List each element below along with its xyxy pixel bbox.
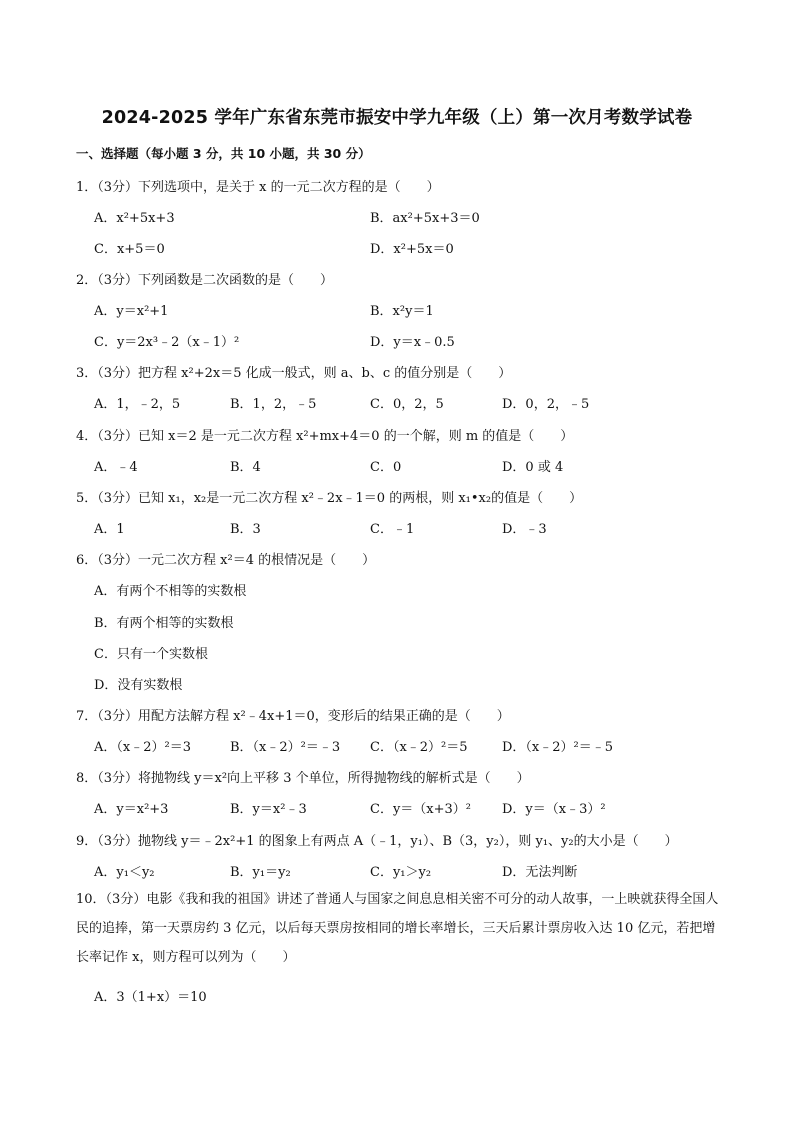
question-5: 5．（3分）已知 x₁，x₂是一元二次方程 x²﹣2x﹣1＝0 的两根，则 x₁•x₂的值是（ ） xyxy=(76,491,583,506)
option-6a: A．有两个不相等的实数根 xyxy=(94,584,247,599)
option-3a: A．1，﹣2，5 xyxy=(94,397,181,412)
option-6c: C．只有一个实数根 xyxy=(94,647,208,662)
option-5c: C．﹣1 xyxy=(370,522,415,537)
option-3c: C．0，2，5 xyxy=(370,397,444,412)
option-9d: D．无法判断 xyxy=(502,865,578,880)
question-3: 3．（3分）把方程 x²+2x＝5 化成一般式，则 a、b、c 的值分别是（ ） xyxy=(76,366,512,381)
option-8a: A．y＝x²+3 xyxy=(94,802,169,817)
option-7a: A．（x﹣2）²＝3 xyxy=(94,740,191,755)
option-1a: A．x²+5x+3 xyxy=(94,211,175,226)
option-8d: D．y＝（x﹣3）² xyxy=(502,802,606,817)
option-5b: B．3 xyxy=(230,522,261,537)
option-5d: D．﹣3 xyxy=(502,522,547,537)
option-2a: A．y＝x²+1 xyxy=(94,304,169,319)
section-heading: 一、选择题（每小题 3 分，共 10 小题，共 30 分） xyxy=(76,146,371,161)
question-4: 4．（3分）已知 x＝2 是一元二次方程 x²+mx+4＝0 的一个解，则 m 的值是（ ） xyxy=(76,429,574,444)
option-4b: B．4 xyxy=(230,460,261,475)
question-8: 8．（3分）将抛物线 y＝x²向上平移 3 个单位，所得抛物线的解析式是（ ） xyxy=(76,771,530,786)
option-4d: D．0 或 4 xyxy=(502,460,564,475)
option-9b: B．y₁＝y₂ xyxy=(230,865,291,880)
option-2b: B．x²y＝1 xyxy=(370,304,434,319)
question-2: 2．（3分）下列函数是二次函数的是（ ） xyxy=(76,273,334,288)
option-2c: C．y＝2x³﹣2（x﹣1）² xyxy=(94,335,240,350)
question-7: 7．（3分）用配方法解方程 x²﹣4x+1＝0，变形后的结果正确的是（ ） xyxy=(76,709,510,724)
option-1c: C．x+5＝0 xyxy=(94,242,165,257)
question-10: 10．（3分）电影《我和我的祖国》讲述了普通人与国家之间息息相关密不可分的动人故事，一上映就获得全国人民的追捧，第一天票房约 3 亿元，以后每天票房按相同的增长率增长，三天后累计票房收入达 10 亿元，若把增长率记作 x，则方程可以列为（ ） xyxy=(76,892,719,965)
option-7b: B．（x﹣2）²＝﹣3 xyxy=(230,740,341,755)
option-4a: A．﹣4 xyxy=(94,460,138,475)
option-7d: D．（x﹣2）²＝﹣5 xyxy=(502,740,614,755)
option-10a: A．3（1+x）＝10 xyxy=(94,990,207,1005)
question-6: 6．（3分）一元二次方程 x²＝4 的根情况是（ ） xyxy=(76,553,376,568)
option-3b: B．1，2，﹣5 xyxy=(230,397,317,412)
option-3d: D．0，2，﹣5 xyxy=(502,397,590,412)
option-9c: C．y₁＞y₂ xyxy=(370,865,432,880)
option-5a: A．1 xyxy=(94,522,125,537)
option-1b: B．ax²+5x+3＝0 xyxy=(370,211,480,226)
option-7c: C．（x﹣2）²＝5 xyxy=(370,740,468,755)
option-4c: C．0 xyxy=(370,460,402,475)
option-6d: D．没有实数根 xyxy=(94,678,183,693)
option-8b: B．y＝x²﹣3 xyxy=(230,802,307,817)
option-8c: C．y＝（x+3）² xyxy=(370,802,471,817)
option-6b: B．有两个相等的实数根 xyxy=(94,616,234,631)
option-9a: A．y₁＜y₂ xyxy=(94,865,155,880)
question-9: 9．（3分）抛物线 y＝﹣2x²+1 的图象上有两点 A（﹣1，y₁）、B（3，y₂），则 y₁、y₂的大小是（ ） xyxy=(76,834,678,849)
option-1d: D．x²+5x＝0 xyxy=(370,242,454,257)
option-2d: D．y＝x﹣0.5 xyxy=(370,335,455,350)
question-1: 1．（3分）下列选项中，是关于 x 的一元二次方程的是（ ） xyxy=(76,180,440,195)
exam-title: 2024-2025 学年广东省东莞市振安中学九年级（上）第一次月考数学试卷 xyxy=(101,108,693,128)
